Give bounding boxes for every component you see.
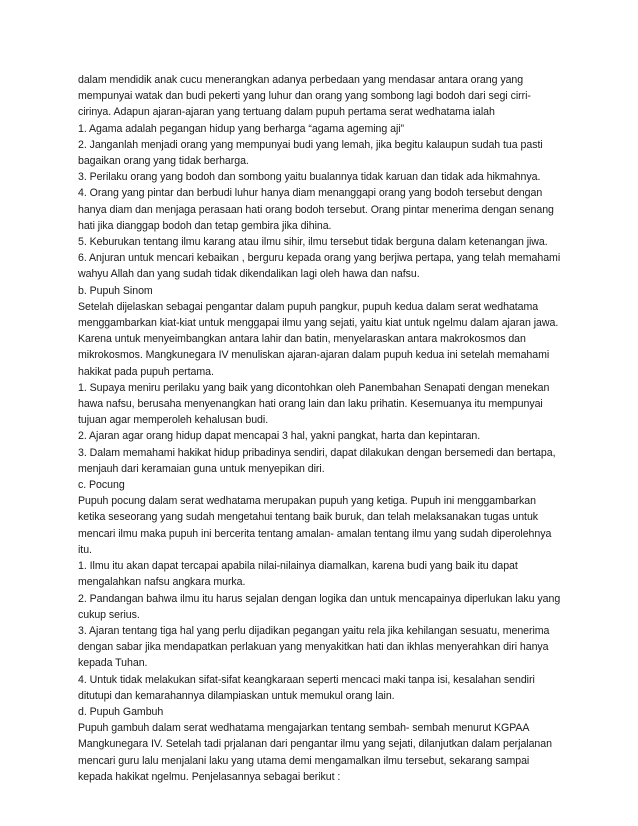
- list-item-pocung-4: 4. Untuk tidak melakukan sifat-sifat keangkaraan seperti mencaci maki tanpa isi, kesalahan sendiri ditutupi dan kemarahannya dilampiaskan untuk memukul orang lain.: [78, 673, 535, 702]
- paragraph-pocung: Pupuh pocung dalam serat wedhatama merupakan pupuh yang ketiga. Pupuh ini menggambarkan ketika seseorang yang sudah mengetahui tentang baik buruk, dan telah melaksanakan tugas untuk mencari ilmu maka pupuh ini bercerita tentang amalan- amalan tentang ilmu yang sudah diperolehnya itu.: [78, 495, 552, 556]
- section-heading-gambuh: d. Pupuh Gambuh: [78, 705, 164, 718]
- list-item-pocung-1: 1. Ilmu itu akan dapat tercapai apabila nilai-nilainya diamalkan, karena budi yang baik itu dapat mengalahkan nafsu angkara murka.: [78, 560, 518, 589]
- paragraph-intro: dalam mendidik anak cucu menerangkan adanya perbedaan yang mendasar antara orang yang mempunyai watak dan budi pekerti yang luhur dan orang yang sombong lagi bodoh dari segi cirri-cirinya. Adapun ajaran-ajaran yang tertuang dalam pupuh pertama serat wedhatama ialah: [78, 74, 531, 119]
- list-item-sinom-1: 1. Supaya meniru perilaku yang baik yang dicontohkan oleh Panembahan Senapati dengan menekan hawa nafsu, berusaha menyenangkan hati orang lain dan laku prihatin. Kesemuanya itu mempunyai tujuan agar memperoleh kehalusan budi.: [78, 381, 550, 427]
- list-item-pangkur-4: 4. Orang yang pintar dan berbudi luhur hanya diam menanggapi orang yang bodoh tersebut dengan hanya diam dan menjaga perasaan hati orang bodoh tersebut. Orang pintar menerima dengan senang hati jika dianggap bodoh dan tetap gembira jika dihina.: [78, 187, 554, 232]
- list-item-pangkur-6: 6. Anjuran untuk mencari kebaikan , berguru kepada orang yang berjiwa pertapa, yang telah memahami wahyu Allah dan yang sudah tidak dikendalikan lagi oleh hawa dan nafsu.: [78, 252, 561, 281]
- list-item-pangkur-5: 5. Keburukan tentang ilmu karang atau ilmu sihir, ilmu tersebut tidak berguna dalam ketenangan jiwa.: [78, 236, 548, 249]
- list-item-pocung-3: 3. Ajaran tentang tiga hal yang perlu dijadikan pegangan yaitu rela jika kehilangan sesuatu, menerima dengan sabar jika mendapatkan perlakuan yang menyakitkan hati dan ikhlas menyerahkan diri hanya kepada Tuhan.: [78, 624, 550, 670]
- list-item-pangkur-2: 2. Janganlah menjadi orang yang mempunyai budi yang lemah, jika begitu kalaupun sudah tua pasti bagaikan orang yang tidak berharga.: [78, 138, 543, 168]
- list-item-sinom-2: 2. Ajaran agar orang hidup dapat mencapai 3 hal, yakni pangkat, harta dan kepintaran.: [78, 430, 481, 443]
- list-item-pangkur-1: 1. Agama adalah pegangan hidup yang berharga “agama ageming aji”: [78, 122, 405, 135]
- list-item-sinom-3: 3. Dalam memahami hakikat hidup pribadinya sendiri, dapat dilakukan dengan bersemedi dan bertapa, menjauh dari keramaian guna untuk menyepikan diri.: [78, 446, 556, 475]
- paragraph-gambuh: Pupuh gambuh dalam serat wedhatama mengajarkan tentang sembah- sembah menurut KGPAA Mangkunegara IV. Setelah tadi prjalanan dari pengantar ilmu yang sejati, dilanjutkan dalam perjalanan mencari guru lalu menjalani laku yang utama demi mengamalkan ilmu tersebut, sekarang sampai kepada hakikat ngelmu. Penjelasannya sebagai berikut :: [78, 722, 552, 783]
- paragraph-sinom: Setelah dijelaskan sebagai pengantar dalam pupuh pangkur, pupuh kedua dalam serat wedhatama menggambarkan kiat-kiat untuk menggapai ilmu yang sejati, yaitu kiat untuk ngelmu dalam ajaran jawa. Karena untuk menyeimbangkan antara lahir dan batin, menyelaraskan antara makrokosmos dan mikrokosmos. Mangkunegara IV menuliskan ajaran-ajaran dalam pupuh kedua ini setelah memahami hakikat pada pupuh pertama.: [78, 300, 559, 378]
- section-heading-pocung: c. Pocung: [78, 479, 125, 492]
- document-body: [78, 72, 563, 785]
- list-item-pocung-2: 2. Pandangan bahwa ilmu itu harus sejalan dengan logika dan untuk mencapainya diperlukan laku yang cukup serius.: [78, 592, 561, 621]
- section-heading-sinom: b. Pupuh Sinom: [78, 284, 153, 297]
- list-item-pangkur-3: 3. Perilaku orang yang bodoh dan sombong yaitu bualannya tidak karuan dan tidak ada hikmahnya.: [78, 171, 541, 184]
